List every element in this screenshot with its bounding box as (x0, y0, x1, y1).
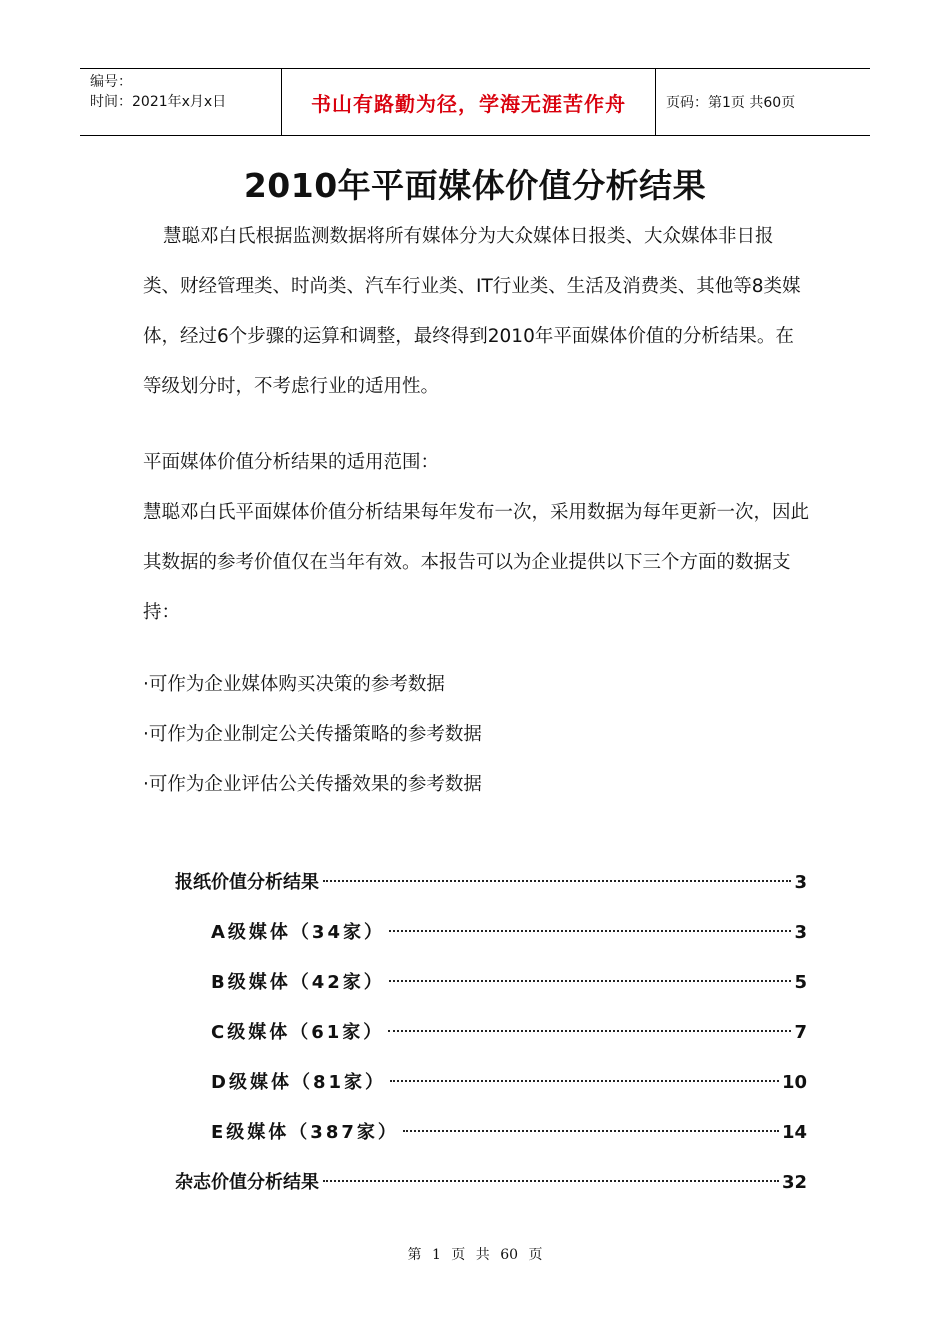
header-meta (80, 69, 281, 135)
toc-leader (323, 1180, 779, 1182)
toc-label: 报纸价值分析结果 (175, 872, 319, 893)
bullet-list (143, 660, 809, 810)
toc-page: 10 (781, 1072, 807, 1093)
toc-label: E级媒体（387家） (211, 1122, 399, 1143)
header-page-info: 页码：第1页 共60页 (666, 95, 796, 111)
toc-label: B级媒体（42家） (211, 972, 385, 993)
toc-entry-a[interactable] (175, 908, 807, 958)
scope-section (143, 438, 809, 638)
scope-body: 慧聪邓白氏平面媒体价值分析结果每年发布一次，采用数据为每年更新一次，因此其数据的参考价值仅在当年有效。本报告可以为企业提供以下三个方面的数据支持： (143, 502, 810, 623)
toc-entry-d[interactable] (175, 1058, 807, 1108)
toc-leader (390, 1080, 779, 1082)
bullet-item: ·可作为企业评估公关传播效果的参考数据 (143, 774, 482, 795)
toc-leader (388, 1030, 791, 1032)
intro-paragraph (143, 212, 809, 412)
toc-page: 3 (794, 872, 807, 893)
bullet-item: ·可作为企业媒体购买决策的参考数据 (143, 674, 445, 695)
toc-leader (389, 930, 791, 932)
header-motto: 书山有路勤为径，学海无涯苦作舟 (281, 69, 656, 135)
toc-entry-b[interactable] (175, 958, 807, 1008)
toc-leader (389, 980, 792, 982)
toc-page: 7 (794, 1022, 807, 1043)
header-number-label: 编号： (90, 74, 132, 90)
toc-label: C级媒体（61家） (211, 1022, 385, 1043)
toc-entry-e[interactable] (175, 1108, 807, 1158)
document-title: 2010年平面媒体价值分析结果 (243, 166, 707, 205)
bullet-item: ·可作为企业制定公关传播策略的参考数据 (143, 724, 482, 745)
scope-heading: 平面媒体价值分析结果的适用范围： (143, 452, 440, 473)
toc-page: 14 (781, 1122, 807, 1143)
page-header (80, 68, 870, 136)
toc-label: 杂志价值分析结果 (175, 1172, 319, 1193)
toc-label: D级媒体（81家） (211, 1072, 386, 1093)
page-footer: 第 1 页 共 60 页 (407, 1247, 543, 1263)
intro-text: 慧聪邓白氏根据监测数据将所有媒体分为大众媒体日报类、大众媒体非日报类、财经管理类、时尚类、汽车行业类、IT行业类、生活及消费类、其他等8类媒体，经过6个步骤的运算和调整，最终得到2010年平面媒体价值的分析结果。在等级划分时，不考虑行业的适用性。 (143, 226, 801, 397)
toc-entry-magazine[interactable] (175, 1158, 807, 1208)
header-date-label: 时间：2021年x月x日 (90, 94, 227, 110)
toc-leader (403, 1130, 779, 1132)
toc-entry-c[interactable] (175, 1008, 807, 1058)
toc-label: A级媒体（34家） (211, 922, 385, 943)
toc-leader (323, 880, 791, 882)
table-of-contents (175, 858, 807, 1208)
toc-page: 3 (794, 922, 807, 943)
toc-page: 32 (781, 1172, 807, 1193)
toc-page: 5 (794, 972, 807, 993)
toc-entry-newspaper[interactable] (175, 858, 807, 908)
